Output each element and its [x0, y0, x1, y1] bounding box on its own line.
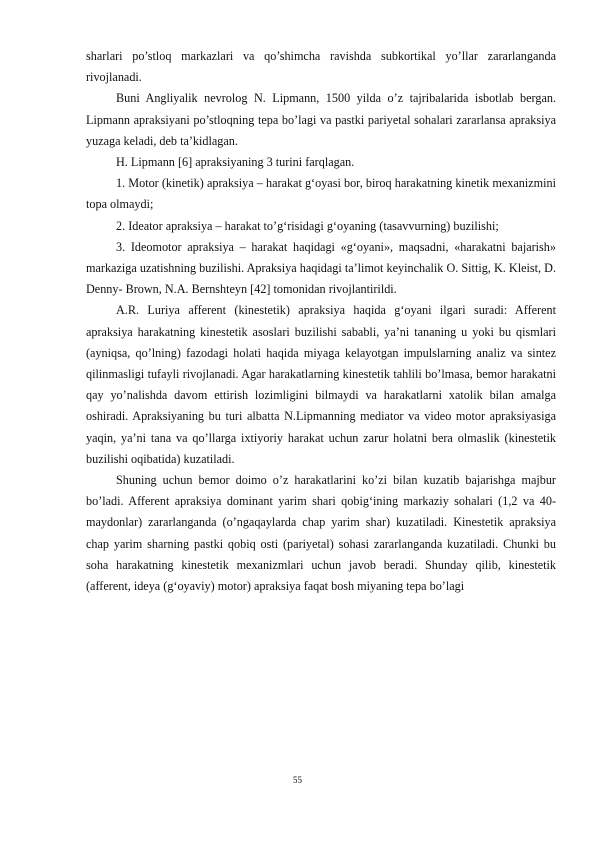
- page-number: 55: [293, 775, 302, 785]
- paragraph-three-types: H. Lipmann [6] apraksiyaning 3 turini farqlagan.: [116, 155, 355, 170]
- paragraph-motor-apraxia: 1. Motor (kinetik) apraksiya – harakat g‘oyasi bor, biroq harakatning kinetik mexanizmini topa olmaydi;: [86, 176, 556, 212]
- paragraph-luriya-afferent: A.R. Luriya afferent (kinestetik) apraksiya haqida g‘oyani ilgari suradi: Afferent apraksiya harakatning kinestetik asoslari buzilishi sababli, ya’ni tananing u yoki bu qismlari (ayniqsa, qo’lning) fazodagi holati haqida miyaga kelayotgan impulslarning analiz va sintez qilinmasligi tufayli rivojlanadi. Agar harakatlarning kinestetik tahlili bo’lmasa, bemor harakatni qay yo’nalishda davom ettirish lozimligini bilmaydi va harakatlarni xatolik bilan amalga oshiradi. Apraksiyaning bu turi albatta N.Lipmanning mediator va video motor apraksiyasiga yaqin, ya’ni tana va qo’llarga ixtiyoriy harakat uchun zarur holatni bera olmaslik (kinestetik buzilishi oqibatida) kuzatiladi.: [86, 303, 556, 466]
- document-body: [86, 46, 556, 597]
- paragraph-ideator-apraxia: 2. Ideator apraksiya – harakat to’g‘risidagi g‘oyaning (tasavvurning) buzilishi;: [116, 218, 499, 233]
- paragraph-ideomotor-apraxia: 3. Ideomotor apraksiya – harakat haqidagi «g‘oyani», maqsadni, «harakatni bajarish» markaziga uzatishning buzilishi. Apraksiya haqidagi ta’limot keyinchalik O. Sittig, K. Kleist, D. Denny- Brown, N.A. Bernshteyn [42] tomonidan rivojlantirildi.: [86, 239, 556, 297]
- paragraph-lipmann-intro: Buni Angliyalik nevrolog N. Lipmann, 1500 yilda o’z tajribalarida isbotlab bergan. Lipmann apraksiyani po’stloqning tepa bo’lagi va pastki pariyetal sohalari zararlansa apraksiya yuzaga keladi, deb ta’kidlagan.: [86, 91, 556, 148]
- paragraph-observation: Shuning uchun bemor doimo o’z harakatlarini ko’zi bilan kuzatib bajarishga majbur bo’ladi. Afferent apraksiya dominant yarim shari qobig‘ining markaziy sohalari (1,2 va 40-maydonlar) zararlanganda (o’ngaqaylarda chap yarim shar) kuzatiladi. Kinestetik apraksiya chap yarim sharning pastki qobiq osti (pariyetal) sohasi zararlanganda kuzatiladi. Chunki bu soha harakatning kinestetik mexanizmlari uchun javob beradi. Shunday qilib, kinestetik (afferent, ideya (g‘oyaviy) motor) apraksiya faqat bosh miyaning tepa bo’lagi: [86, 473, 556, 594]
- paragraph-continuation: sharlari po’stloq markazlari va qo’shimcha ravishda subkortikal yo’llar zararlanganda rivojlanadi.: [86, 49, 556, 85]
